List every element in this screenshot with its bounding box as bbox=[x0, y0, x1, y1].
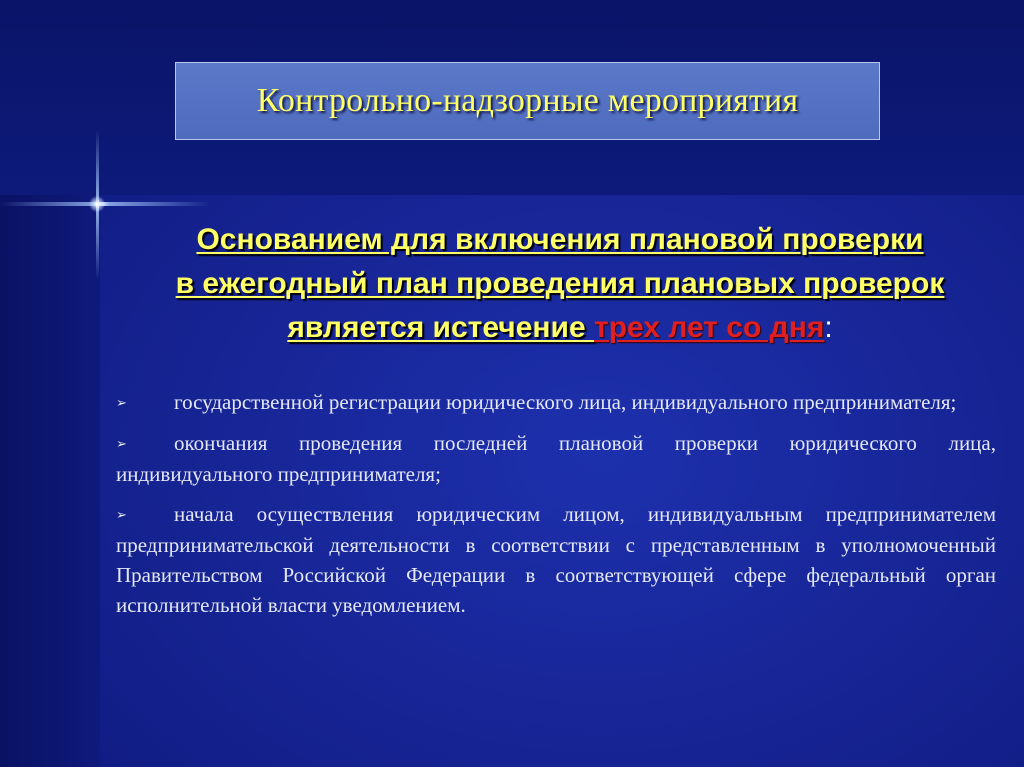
intro-line-1 bbox=[120, 218, 1000, 262]
list-item bbox=[116, 428, 996, 489]
list-item-text: государственной регистрации юридического лица, индивидуального предпринимателя; bbox=[174, 390, 957, 414]
arrow-bullet-icon: ➢ bbox=[116, 436, 127, 451]
arrow-bullet-icon: ➢ bbox=[116, 507, 127, 522]
bullet-list bbox=[116, 387, 996, 630]
intro-line-3-text: является истечение bbox=[287, 311, 594, 344]
arrow-bullet-icon: ➢ bbox=[116, 395, 127, 410]
list-item-text: окончания проведения последней плановой проверки юридического лица, индивидуального предпринимателя; bbox=[116, 431, 996, 486]
intro-highlight: трех лет со дня bbox=[594, 311, 825, 344]
list-item bbox=[116, 499, 996, 620]
intro-colon: : bbox=[824, 311, 833, 344]
list-item-text: начала осуществления юридическим лицом, индивидуальным предпринимателем предпринимательской деятельности в соответствии с представленным в уполномоченный Правительством Российской Федерации в соответствующей сфере федеральный орган исполнительной власти уведомлением. bbox=[116, 502, 996, 617]
intro-line-3 bbox=[120, 306, 1000, 350]
list-item bbox=[116, 387, 996, 418]
intro-statement bbox=[120, 218, 1000, 350]
intro-line-2-text: в ежегодный план проведения плановых проверок bbox=[175, 267, 945, 300]
background-left-band bbox=[0, 195, 100, 767]
slide-title: Контрольно-надзорные мероприятия bbox=[256, 82, 799, 119]
intro-line-1-text: Основанием для включения плановой проверки bbox=[196, 223, 924, 256]
sparkle-icon-horizontal bbox=[0, 202, 210, 206]
intro-line-2 bbox=[120, 262, 1000, 306]
title-box bbox=[175, 62, 880, 140]
sparkle-icon bbox=[89, 196, 105, 212]
